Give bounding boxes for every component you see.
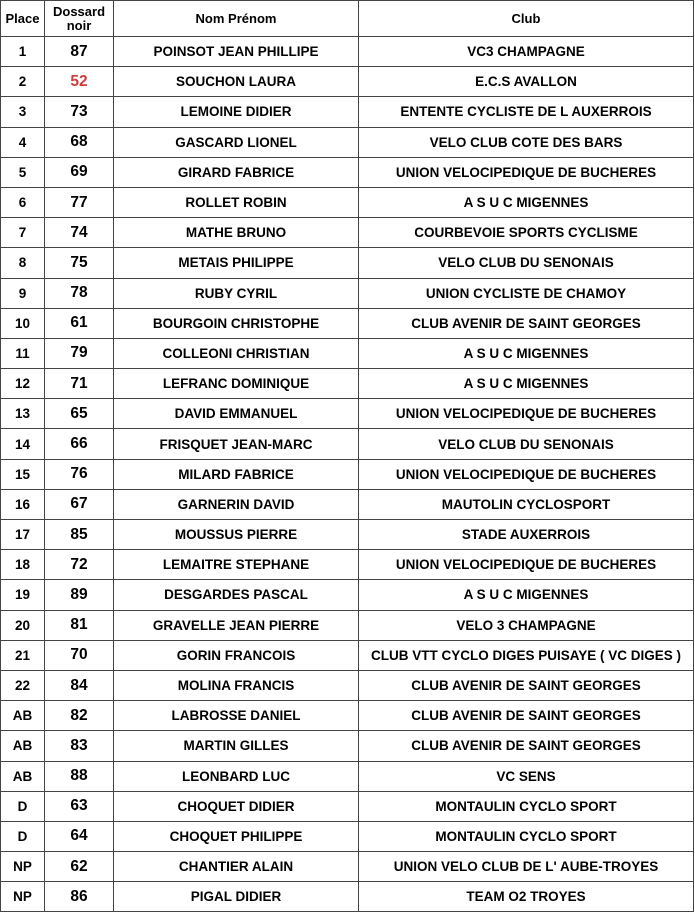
cell-nom: MOLINA FRANCIS	[114, 670, 359, 700]
cell-club: UNION VELOCIPEDIQUE DE BUCHERES	[359, 550, 694, 580]
cell-club: E.C.S AVALLON	[359, 67, 694, 97]
cell-place: 10	[1, 308, 45, 338]
cell-dossard: 66	[45, 429, 114, 459]
table-row	[1, 580, 694, 610]
cell-nom: GASCARD LIONEL	[114, 127, 359, 157]
cell-dossard: 75	[45, 248, 114, 278]
cell-nom: LABROSSE DANIEL	[114, 701, 359, 731]
cell-place: 18	[1, 550, 45, 580]
cell-club: UNION VELOCIPEDIQUE DE BUCHERES	[359, 459, 694, 489]
header-dossard-line1: Dossard	[52, 3, 106, 19]
table-row	[1, 701, 694, 731]
table-row	[1, 187, 694, 217]
cell-club: VELO 3 CHAMPAGNE	[359, 610, 694, 640]
cell-nom: RUBY CYRIL	[114, 278, 359, 308]
cell-place: 9	[1, 278, 45, 308]
cell-dossard: 83	[45, 731, 114, 761]
cell-club: TEAM O2 TROYES	[359, 882, 694, 912]
cell-place: 21	[1, 640, 45, 670]
cell-nom: MILARD FABRICE	[114, 459, 359, 489]
cell-nom: ROLLET ROBIN	[114, 187, 359, 217]
cell-place: 13	[1, 399, 45, 429]
cell-club: VELO CLUB DU SENONAIS	[359, 248, 694, 278]
cell-club: CLUB AVENIR DE SAINT GEORGES	[359, 731, 694, 761]
table-row	[1, 37, 694, 67]
cell-nom: BOURGOIN CHRISTOPHE	[114, 308, 359, 338]
cell-dossard: 88	[45, 761, 114, 791]
cell-dossard: 74	[45, 218, 114, 248]
cell-nom: CHOQUET DIDIER	[114, 791, 359, 821]
cell-nom: LEMAITRE STEPHANE	[114, 550, 359, 580]
cell-dossard: 81	[45, 610, 114, 640]
cell-dossard: 72	[45, 550, 114, 580]
cell-place: NP	[1, 852, 45, 882]
cell-nom: CHANTIER ALAIN	[114, 852, 359, 882]
cell-nom: METAIS PHILIPPE	[114, 248, 359, 278]
cell-nom: MATHE BRUNO	[114, 218, 359, 248]
cell-place: 15	[1, 459, 45, 489]
cell-place: 3	[1, 97, 45, 127]
cell-club: CLUB AVENIR DE SAINT GEORGES	[359, 701, 694, 731]
cell-place: AB	[1, 701, 45, 731]
cell-dossard: 61	[45, 308, 114, 338]
table-row	[1, 550, 694, 580]
cell-place: 11	[1, 338, 45, 368]
table-row	[1, 459, 694, 489]
cell-club: MAUTOLIN CYCLOSPORT	[359, 489, 694, 519]
table-row	[1, 369, 694, 399]
cell-dossard: 52	[45, 67, 114, 97]
cell-place: AB	[1, 761, 45, 791]
cell-dossard: 70	[45, 640, 114, 670]
table-row	[1, 852, 694, 882]
cell-place: 7	[1, 218, 45, 248]
table-row	[1, 157, 694, 187]
cell-nom: GORIN FRANCOIS	[114, 640, 359, 670]
cell-dossard: 76	[45, 459, 114, 489]
header-club: Club	[359, 1, 694, 37]
cell-dossard: 67	[45, 489, 114, 519]
table-row	[1, 308, 694, 338]
cell-dossard: 86	[45, 882, 114, 912]
cell-dossard: 63	[45, 791, 114, 821]
cell-dossard: 84	[45, 670, 114, 700]
cell-nom: POINSOT JEAN PHILLIPE	[114, 37, 359, 67]
cell-place: 6	[1, 187, 45, 217]
cell-club: VELO CLUB DU SENONAIS	[359, 429, 694, 459]
header-row	[1, 1, 694, 37]
cell-place: 19	[1, 580, 45, 610]
cell-place: 12	[1, 369, 45, 399]
cell-nom: COLLEONI CHRISTIAN	[114, 338, 359, 368]
header-dossard-line2: noir	[66, 17, 92, 33]
table-row	[1, 399, 694, 429]
cell-nom: SOUCHON LAURA	[114, 67, 359, 97]
cell-dossard: 78	[45, 278, 114, 308]
table-row	[1, 429, 694, 459]
cell-place: 5	[1, 157, 45, 187]
cell-club: A S U C MIGENNES	[359, 369, 694, 399]
table-row	[1, 821, 694, 851]
cell-place: D	[1, 821, 45, 851]
cell-club: VC SENS	[359, 761, 694, 791]
cell-nom: GARNERIN DAVID	[114, 489, 359, 519]
cell-place: 20	[1, 610, 45, 640]
cell-dossard: 71	[45, 369, 114, 399]
table-row	[1, 97, 694, 127]
cell-club: MONTAULIN CYCLO SPORT	[359, 791, 694, 821]
cell-dossard: 87	[45, 37, 114, 67]
cell-place: 1	[1, 37, 45, 67]
cell-nom: MARTIN GILLES	[114, 731, 359, 761]
cell-dossard: 64	[45, 821, 114, 851]
cell-club: MONTAULIN CYCLO SPORT	[359, 821, 694, 851]
cell-place: 2	[1, 67, 45, 97]
cell-club: STADE AUXERROIS	[359, 520, 694, 550]
table-row	[1, 882, 694, 912]
cell-club: UNION VELO CLUB DE L' AUBE-TROYES	[359, 852, 694, 882]
cell-place: 17	[1, 520, 45, 550]
table-row	[1, 489, 694, 519]
cell-club: A S U C MIGENNES	[359, 338, 694, 368]
cell-place: 4	[1, 127, 45, 157]
table-body	[1, 37, 694, 912]
header-dossard	[45, 1, 114, 37]
cell-place: 8	[1, 248, 45, 278]
cell-place: 22	[1, 670, 45, 700]
cell-dossard: 82	[45, 701, 114, 731]
table-row	[1, 338, 694, 368]
cell-dossard: 79	[45, 338, 114, 368]
table-row	[1, 610, 694, 640]
table-row	[1, 731, 694, 761]
cell-nom: LEFRANC DOMINIQUE	[114, 369, 359, 399]
cell-club: CLUB VTT CYCLO DIGES PUISAYE ( VC DIGES )	[359, 640, 694, 670]
table-row	[1, 278, 694, 308]
cell-place: AB	[1, 731, 45, 761]
cell-dossard: 65	[45, 399, 114, 429]
table-row	[1, 791, 694, 821]
table-row	[1, 67, 694, 97]
cell-club: A S U C MIGENNES	[359, 580, 694, 610]
cell-nom: CHOQUET PHILIPPE	[114, 821, 359, 851]
cell-nom: LEONBARD LUC	[114, 761, 359, 791]
cell-dossard: 69	[45, 157, 114, 187]
table-row	[1, 640, 694, 670]
cell-club: A S U C MIGENNES	[359, 187, 694, 217]
cell-nom: DESGARDES PASCAL	[114, 580, 359, 610]
cell-nom: GRAVELLE JEAN PIERRE	[114, 610, 359, 640]
header-place: Place	[1, 1, 45, 37]
cell-nom: DAVID EMMANUEL	[114, 399, 359, 429]
cell-dossard: 73	[45, 97, 114, 127]
table-row	[1, 520, 694, 550]
cell-club: VC3 CHAMPAGNE	[359, 37, 694, 67]
cell-club: COURBEVOIE SPORTS CYCLISME	[359, 218, 694, 248]
cell-nom: PIGAL DIDIER	[114, 882, 359, 912]
cell-dossard: 68	[45, 127, 114, 157]
cell-place: NP	[1, 882, 45, 912]
cell-club: VELO CLUB COTE DES BARS	[359, 127, 694, 157]
cell-club: UNION VELOCIPEDIQUE DE BUCHERES	[359, 399, 694, 429]
table-header	[1, 1, 694, 37]
table-row	[1, 670, 694, 700]
cell-dossard: 89	[45, 580, 114, 610]
cell-club: CLUB AVENIR DE SAINT GEORGES	[359, 670, 694, 700]
cell-nom: GIRARD FABRICE	[114, 157, 359, 187]
header-nom: Nom Prénom	[114, 1, 359, 37]
table-row	[1, 127, 694, 157]
cell-club: UNION CYCLISTE DE CHAMOY	[359, 278, 694, 308]
cell-club: UNION VELOCIPEDIQUE DE BUCHERES	[359, 157, 694, 187]
table-row	[1, 218, 694, 248]
cell-nom: LEMOINE DIDIER	[114, 97, 359, 127]
cell-place: 16	[1, 489, 45, 519]
cell-dossard: 62	[45, 852, 114, 882]
cell-club: ENTENTE CYCLISTE DE L AUXERROIS	[359, 97, 694, 127]
cell-dossard: 85	[45, 520, 114, 550]
cell-place: D	[1, 791, 45, 821]
table-row	[1, 248, 694, 278]
cell-club: CLUB AVENIR DE SAINT GEORGES	[359, 308, 694, 338]
cell-dossard: 77	[45, 187, 114, 217]
cell-nom: FRISQUET JEAN-MARC	[114, 429, 359, 459]
cell-place: 14	[1, 429, 45, 459]
table-row	[1, 761, 694, 791]
cell-nom: MOUSSUS PIERRE	[114, 520, 359, 550]
